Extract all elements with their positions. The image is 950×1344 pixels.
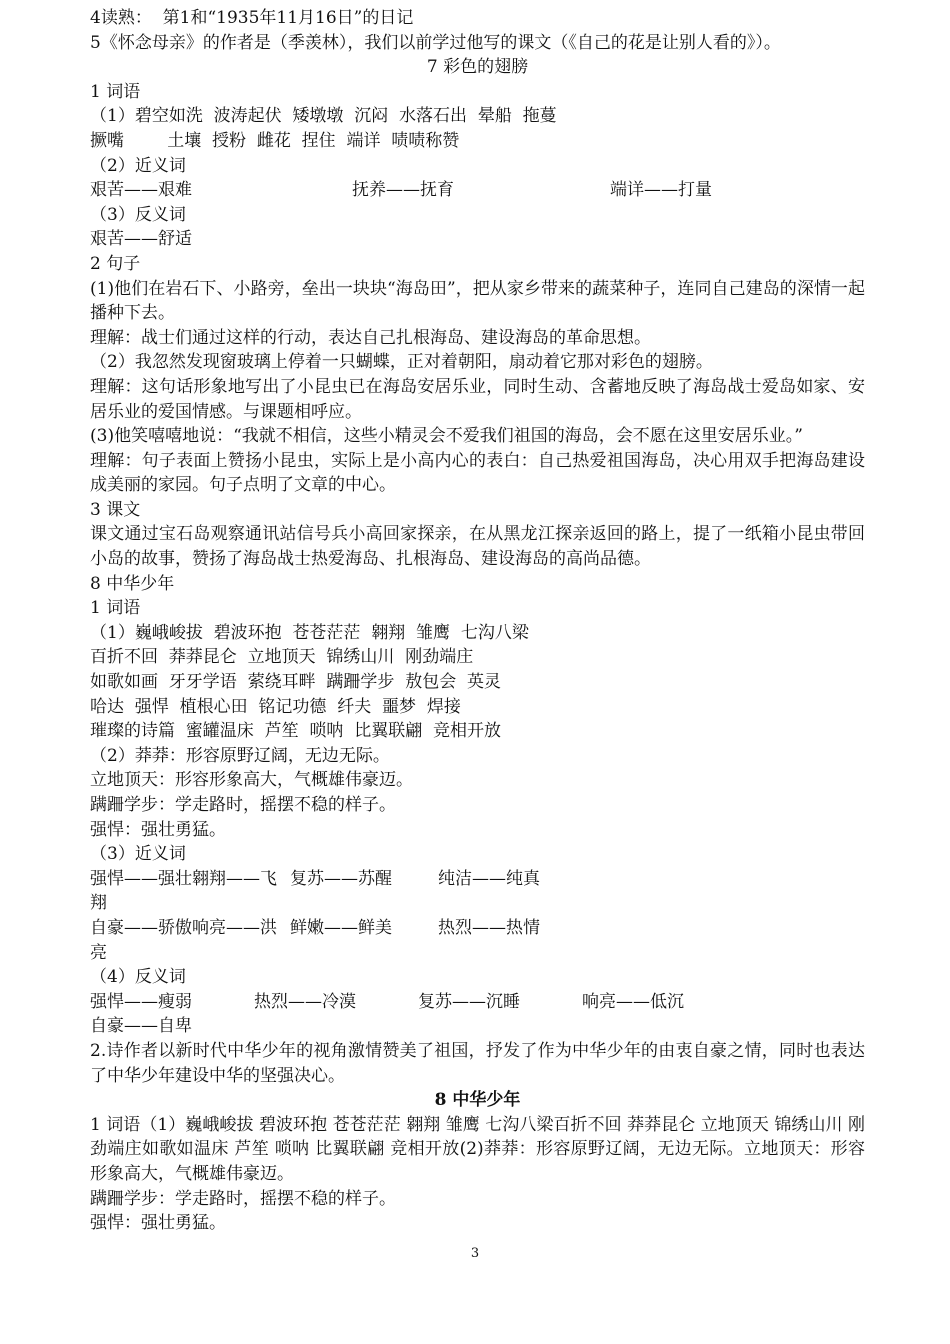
- antonym-pair: 强悍——瘦弱: [90, 991, 192, 1012]
- lesson-8-title: 8 中华少年: [90, 573, 175, 594]
- antonym-pair: 响亮——低沉: [582, 991, 684, 1012]
- antonym-pair: 艰苦——舒适: [90, 229, 192, 250]
- lesson-7-title: 7 彩色的翅膀: [426, 57, 529, 78]
- section-vocab: 1 词语: [90, 598, 141, 619]
- synonyms-heading: （3）近义词: [90, 844, 186, 865]
- definition: 蹒跚学步：学走路时，摇摆不稳的样子。: [90, 1188, 396, 1209]
- antonyms-heading: （3）反义词: [90, 204, 186, 225]
- definition: 立地顶天：形容形象高大，气概雄伟豪迈。: [90, 770, 413, 791]
- synonym-pair: 艰苦——艰难: [90, 180, 192, 201]
- vocab-line: 撅嘴 土壤 授粉 雌花 捏住 端详 啧啧称赞: [90, 130, 460, 151]
- synonyms-row: [90, 867, 865, 916]
- synonym-pair: 纯洁——纯真: [438, 868, 540, 889]
- text-summary: 课文通过宝石岛观察通讯站信号兵小高回家探亲，在从黑龙江探亲返回的路上，提了一纸箱小昆虫带回小岛的故事，赞扬了海岛战士热爱海岛、扎根海岛、建设海岛的高尚品德。: [90, 524, 865, 570]
- vocab-line: 如歌如画 牙牙学语 萦绕耳畔 蹒跚学步 敖包会 英灵: [90, 672, 502, 693]
- synonym-pair: 自豪——骄傲响亮——洪亮: [90, 917, 277, 963]
- lesson-8-title-repeat: 8 中华少年: [434, 1090, 521, 1111]
- vocab-line: （1）碧空如洗 波涛起伏 矮墩墩 沉闷 水落石出 晕船 拖蔓: [90, 106, 557, 127]
- section-text: 3 课文: [90, 499, 141, 520]
- synonym-pair: 热烈——热情: [438, 917, 540, 938]
- author-note: 5《怀念母亲》的作者是（季羡林），我们以前学过他写的课文（《自己的花是让别人看的》）。: [90, 32, 781, 53]
- poem-summary: 2.诗作者以新时代中华少年的视角激情赞美了祖国，抒发了作为中华少年的由衷自豪之情，同时也表达了中华少年建设中华的坚强决心。: [90, 1040, 865, 1086]
- sentence-explanation: 理解：战士们通过这样的行动，表达自己扎根海岛、建设海岛的革命思想。: [90, 327, 651, 348]
- sentence-paragraph: （2）我忽然发现窗玻璃上停着一只蝴蝶，正对着朝阳，扇动着它那对彩色的翅膀。: [90, 352, 713, 373]
- synonyms-row: [90, 178, 865, 203]
- antonyms-heading: （4）反义词: [90, 967, 186, 988]
- definition: 蹒跚学步：学走路时，摇摆不稳的样子。: [90, 795, 396, 815]
- sentence-explanation: 理解：这句话形象地写出了小昆虫已在海岛安居乐业，同时生动、含蓄地反映了海岛战士爱岛如家、安居乐业的爱国情感。与课题相呼应。: [90, 376, 865, 422]
- page-number: 3: [470, 1246, 480, 1261]
- vocab-line: 璀璨的诗篇 蜜罐温床 芦笙 唢呐 比翼联翩 竞相开放: [90, 721, 502, 742]
- synonym-pair: 抚养——抚育: [352, 180, 454, 201]
- antonym-pair: 热烈——冷漠: [254, 991, 356, 1012]
- reading-note: 4读熟： 第1和“1935年11月16日”的日记: [90, 8, 414, 28]
- definition: 强悍：强壮勇猛。: [90, 1213, 226, 1234]
- vocab-line: 哈达 强悍 植根心田 铭记功德 纤夫 噩梦 焊接: [90, 696, 461, 717]
- antonyms-row: [90, 990, 865, 1015]
- synonyms-heading: （2）近义词: [90, 155, 186, 176]
- synonyms-row: [90, 916, 865, 965]
- synonym-pair: 鲜嫩——鲜美: [290, 917, 392, 938]
- section-vocab: 1 词语: [90, 81, 141, 102]
- antonym-pair: 复苏——沉睡: [418, 991, 520, 1012]
- synonym-pair: 端详——打量: [610, 180, 712, 201]
- section-sentences: 2 句子: [90, 253, 141, 274]
- definition: 强悍：强壮勇猛。: [90, 819, 226, 840]
- sentence-explanation: 理解：句子表面上赞扬小昆虫，实际上是小高内心的表白：自己热爱祖国海岛，决心用双手把海岛建设成美丽的家园。句子点明了文章的中心。: [90, 450, 865, 496]
- synonym-pair: 强悍——强壮翱翔——飞翔: [90, 868, 277, 914]
- sentence-paragraph: (3)他笑嘻嘻地说：“我就不相信，这些小精灵会不爱我们祖国的海岛，会不愿在这里安居乐业。”: [90, 426, 803, 447]
- definition: （2）莽莽：形容原野辽阔，无边无际。: [90, 745, 390, 766]
- antonym-pair: 自豪——自卑: [90, 1016, 192, 1037]
- vocab-line: 百折不回 莽莽昆仑 立地顶天 锦绣山川 刚劲端庄: [90, 647, 474, 668]
- sentence-paragraph: (1)他们在岩石下、小路旁，垒出一块块“海岛田”，把从家乡带来的蔬菜种子，连同自己建岛的深情一起播种下去。: [90, 278, 865, 324]
- vocab-paragraph: 1 词语（1）巍峨峻拔 碧波环抱 苍苍茫茫 翱翔 雏鹰 七沟八梁百折不回 莽莽昆仑 立地顶天 锦绣山川 刚劲端庄如歌如温床 芦笙 唢呐 比翼联翩 竞相开放(2)莽莽：形容原野辽阔，无边无际。立地顶天：形容形象高大，气概雄伟豪迈。: [90, 1114, 865, 1184]
- vocab-line: （1）巍峨峻拔 碧波环抱 苍苍茫茫 翱翔 雏鹰 七沟八梁: [90, 622, 529, 643]
- synonym-pair: 复苏——苏醒: [290, 868, 392, 889]
- document-page: [90, 6, 865, 1236]
